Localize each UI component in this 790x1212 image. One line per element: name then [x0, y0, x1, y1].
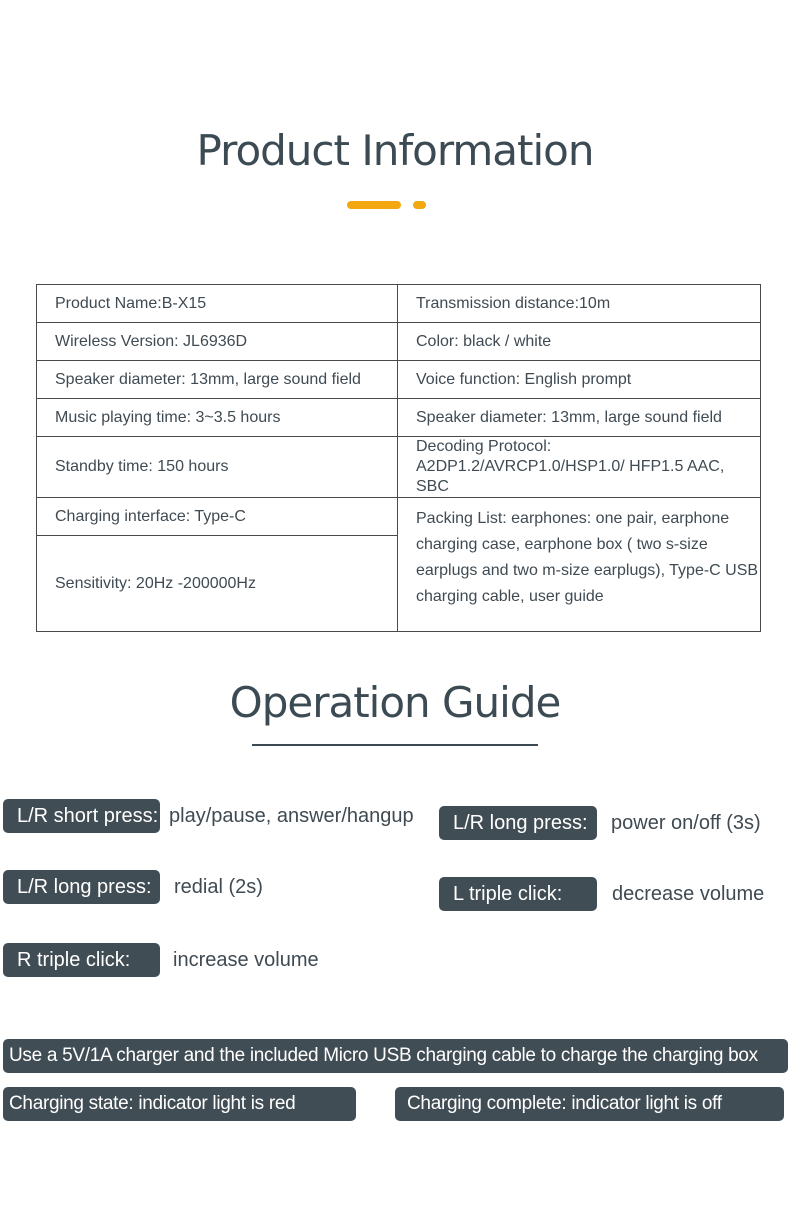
- spec-cell: Sensitivity: 20Hz -200000Hz: [37, 536, 398, 632]
- product-information-title: Product Information: [196, 126, 594, 175]
- spec-table: [36, 284, 761, 632]
- table-row: [37, 323, 761, 361]
- op-action-redial: redial (2s): [174, 876, 263, 898]
- op-label-lr-long-press-redial: L/R long press:: [3, 870, 160, 904]
- charger-note: Use a 5V/1A charger and the included Micro USB charging cable to charge the charging box: [3, 1039, 788, 1073]
- charging-complete-note: Charging complete: indicator light is off: [395, 1087, 784, 1121]
- title-underline: [252, 744, 538, 746]
- table-row: [37, 361, 761, 399]
- table-row: [37, 399, 761, 437]
- spec-cell: Decoding Protocol: A2DP1.2/AVRCP1.0/HSP1.0/ HFP1.5 AAC, SBC: [398, 437, 761, 498]
- spec-cell: Color: black / white: [398, 323, 761, 361]
- spec-cell: Speaker diameter: 13mm, large sound field: [37, 361, 398, 399]
- spec-cell: Wireless Version: JL6936D: [37, 323, 398, 361]
- accent-dash-long: [347, 201, 401, 209]
- accent-dash-short: [413, 201, 426, 209]
- op-action-lr-short-press: play/pause, answer/hangup: [169, 805, 414, 827]
- op-label-lr-short-press: L/R short press:: [3, 799, 160, 833]
- table-row: [37, 437, 761, 498]
- spec-cell: Speaker diameter: 13mm, large sound field: [398, 399, 761, 437]
- spec-cell: Transmission distance:10m: [398, 285, 761, 323]
- spec-cell: Music playing time: 3~3.5 hours: [37, 399, 398, 437]
- op-label-lr-long-press-power: L/R long press:: [439, 806, 597, 840]
- packing-list-cell: Packing List: earphones: one pair, earphone charging case, earphone box ( two s-size earplugs and two m-size earplugs), Type-C USB charging cable, user guide: [398, 498, 761, 632]
- charging-state-note: Charging state: indicator light is red: [3, 1087, 356, 1121]
- spec-cell: Charging interface: Type-C: [37, 498, 398, 536]
- spec-cell: Product Name:B-X15: [37, 285, 398, 323]
- spec-cell: Standby time: 150 hours: [37, 437, 398, 498]
- op-label-l-triple-click: L triple click:: [439, 877, 597, 911]
- op-label-r-triple-click: R triple click:: [3, 943, 160, 977]
- op-action-power: power on/off (3s): [611, 812, 761, 834]
- spec-cell: Voice function: English prompt: [398, 361, 761, 399]
- table-row: [37, 498, 761, 536]
- op-action-increase-volume: increase volume: [173, 949, 319, 971]
- table-row: [37, 285, 761, 323]
- operation-guide-title: Operation Guide: [229, 678, 561, 727]
- op-action-decrease-volume: decrease volume: [612, 883, 765, 905]
